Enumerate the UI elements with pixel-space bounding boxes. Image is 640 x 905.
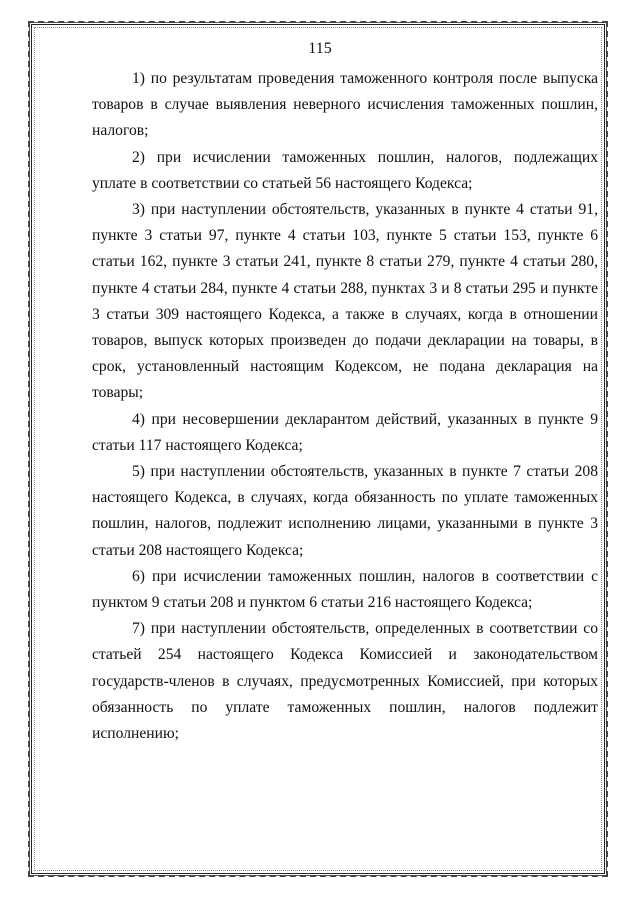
paragraph-item-2: 2) при исчислении таможенных пошлин, налогов, подлежащих уплате в соответствии со статьей 56 настоящего Кодекса; xyxy=(92,148,598,192)
document-body xyxy=(92,66,598,747)
page-number: 115 xyxy=(308,40,332,57)
paragraph-item-3: 3) при наступлении обстоятельств, указанных в пункте 4 статьи 91, пункте 3 статьи 97, пункте 4 статьи 103, пункте 5 статьи 153, пункте 6 статьи 162, пункте 3 статьи 241, пункте 8 статьи 279, пункте 4 статьи 280, пункте 4 статьи 284, пункте 4 статьи 288, пунктах 3 и 8 статьи 295 и пункте 3 статьи 309 настоящего Кодекса, а также в случаях, когда в отношении товаров, выпуск которых произведен до подачи декларации на товары, в срок, установленный настоящим Кодексом, не подана декларация на товары; xyxy=(92,201,598,402)
paragraph-item-7: 7) при наступлении обстоятельств, определенных в соответствии со статьей 254 настоящего Кодекса Комиссией и законодательством государств-членов в случаях, предусмотренных Комиссией, при которых обязанность по уплате таможенных пошлин, налогов подлежит исполнению; xyxy=(92,620,598,743)
paragraph-item-4: 4) при несовершении декларантом действий, указанных в пункте 9 статьи 117 настоящего Кодекса; xyxy=(92,410,598,454)
paragraph-item-1: 1) по результатам проведения таможенного контроля после выпуска товаров в случае выявления неверного исчисления таможенных пошлин, налогов; xyxy=(92,70,598,140)
paragraph-item-6: 6) при исчислении таможенных пошлин, налогов в соответствии с пунктом 9 статьи 208 и пунктом 6 статьи 216 настоящего Кодекса; xyxy=(92,567,598,612)
paragraph-item-5: 5) при наступлении обстоятельств, указанных в пункте 7 статьи 208 настоящего Кодекса, в случаях, когда обязанность по уплате таможенных пошлин, налогов, подлежит исполнению лицами, указанными в пункте 3 статьи 208 настоящего Кодекса; xyxy=(92,463,598,559)
